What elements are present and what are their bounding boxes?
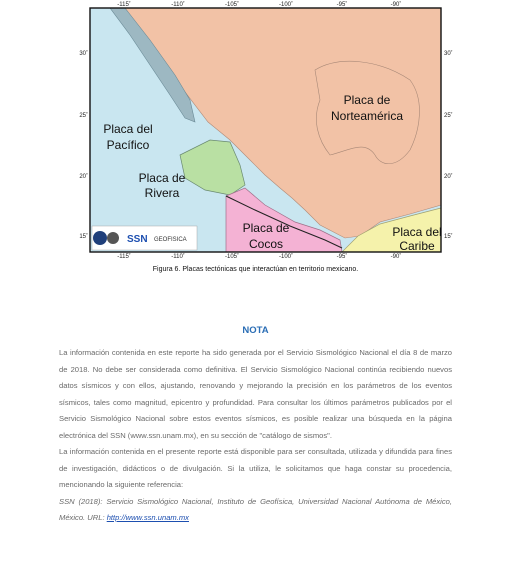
bottom-tick-label: -95˚ [336, 254, 348, 260]
left-lat-label: 20˚ [79, 174, 88, 180]
right-lat-label: 15˚ [444, 234, 453, 240]
top-tick-label: -95˚ [336, 2, 348, 8]
rivera-plate-label-line2: Rivera [144, 186, 180, 200]
geofisica-logo-text: GEOFISICA [154, 237, 187, 243]
nota-paragraph-1: La información contenida en este reporte ha sido generada por el Servicio Sismológico Nacional el día 8 de marzo de 2018. No debe ser considerada como definitiva. El Servicio Sismológico Nacional continúa recibiendo nuevos datos sísmicos y con ellos, ajustando, renovando y mejorando la precisión en los parámetros de los eventos sísmicos, tales como magnitud, epicentro y profundidad. Para consultar los últimos parámetros publicados por el Servicio Sismológico Nacional sobre estos eventos sísmicos, es posible realizar una búsqueda en la página electrónica del SSN (www.ssn.unam.mx), en su sección de "catálogo de sismos". [59, 348, 452, 440]
institution-logos [92, 226, 197, 250]
nota-body [59, 345, 452, 527]
north-america-plate-label-line1: Placa de [343, 93, 391, 107]
bottom-tick-label: -110˚ [171, 254, 185, 260]
unam-seal-icon [93, 231, 107, 245]
cocos-plate-label-line1: Placa de [242, 221, 290, 235]
pacific-plate-label-line2: Pacífico [106, 138, 150, 152]
ssn-logo-text: SSN [127, 234, 148, 245]
reference-text: SSN (2018): Servicio Sismológico Nacional, Instituto de Geofísica, Universidad Nacional Autónoma de México, México. URL: [59, 496, 452, 522]
top-tick-label: -90˚ [390, 2, 402, 8]
north-america-plate-label-line2: Norteamérica [330, 109, 404, 123]
nota-paragraph-2: La información contenida en el presente reporte está disponible para ser consultada, utilizada y difundida para fines de investigación, didácticos o de divulgación. Si la utiliza, le solicitamos que haga constar su procedencia, mencionando la siguiente referencia: [59, 447, 452, 489]
pacific-plate-label-line1: Placa del [103, 122, 153, 136]
map-svg [80, 0, 451, 258]
ssn-url-link[interactable]: http://www.ssn.unam.mx [106, 513, 189, 522]
tectonic-plates-map [80, 0, 451, 258]
nota-reference [59, 494, 452, 527]
caribbean-plate-label-line1: Placa del [392, 225, 442, 239]
geofisica-seal-icon [107, 232, 119, 244]
top-tick-label: -110˚ [171, 2, 185, 8]
figure-caption: Figura 6. Placas tectónicas que interactúan en territorio mexicano. [152, 266, 359, 273]
caribbean-plate-label-line2: Caribe [399, 239, 435, 253]
right-lat-label: 20˚ [444, 174, 453, 180]
top-tick-label: -115˚ [117, 2, 131, 8]
bottom-tick-label: -115˚ [117, 254, 131, 260]
left-lat-label: 30˚ [79, 51, 88, 57]
right-lat-label: 25˚ [444, 113, 453, 119]
right-lat-label: 30˚ [444, 51, 453, 57]
bottom-tick-label: -105˚ [224, 254, 240, 260]
bottom-tick-label: -90˚ [390, 254, 402, 260]
top-tick-label: -100˚ [278, 2, 294, 8]
left-lat-label: 25˚ [79, 113, 88, 119]
top-tick-label: -105˚ [224, 2, 240, 8]
rivera-plate-label-line1: Placa de [138, 171, 186, 185]
left-lat-label: 15˚ [79, 234, 88, 240]
nota-title: NOTA [242, 325, 269, 336]
cocos-plate-label-line2: Cocos [248, 237, 284, 251]
bottom-tick-label: -100˚ [278, 254, 294, 260]
